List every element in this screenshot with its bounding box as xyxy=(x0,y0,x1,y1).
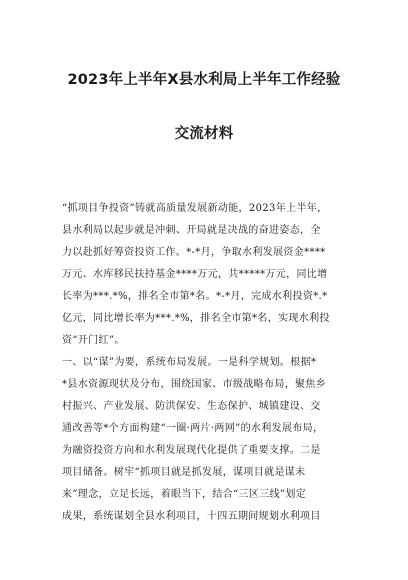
body-line: “抓项目争投资”铸就高质量发展新动能，2023年上半年， xyxy=(62,203,328,214)
body-line: 长率为***.*%，排名全市第*名。*-*月，完成水利投资*.* xyxy=(62,291,328,302)
body-line: 资“开门红”。 xyxy=(62,335,125,346)
body-line: 万元、水库移民扶持基金****万元，共*****万元，同比增 xyxy=(62,269,328,280)
body-line: 通改善等*个方面构建“一圈·两片·两网”的水利发展布局， xyxy=(62,423,324,434)
body-line: 力以赴抓好筹资投资工作。*-*月，争取水利发展资金**** xyxy=(62,247,326,258)
document-body xyxy=(62,198,352,528)
body-line: 一、以“谋”为要，系统布局发展。一是科学规划。根据* xyxy=(62,357,317,368)
body-line: 村振兴、产业发展、防洪保安、生态保护、城镇建设、交 xyxy=(62,401,321,412)
body-line: 项目储备。树牢“抓项目就是抓发展，谋项目就是谋未 xyxy=(62,467,306,478)
document-title-line-2: 交流材料 xyxy=(174,126,234,142)
body-line: 县水利局以起步就是冲刺、开局就是决战的奋进姿态，全 xyxy=(62,225,321,236)
body-line: 来”理念，立足长远，着眼当下，结合“三区三线”划定 xyxy=(62,489,307,500)
body-line: 成果，系统谋划全县水利项目，十四五期间规划水利项目 xyxy=(62,511,321,522)
document-title-line-1: 2023年上半年X县水利局上半年工作经验 xyxy=(67,72,341,88)
body-line: 为融资投资方向和水利发展现代化提供了重要支撑。二是 xyxy=(62,445,321,456)
body-line: 亿元，同比增长率为***.*%，排名全市第*名，实现水利投 xyxy=(62,313,330,324)
body-line: *县水资源现状及分布，围绕国家、市级战略布局，聚焦乡 xyxy=(62,379,327,390)
